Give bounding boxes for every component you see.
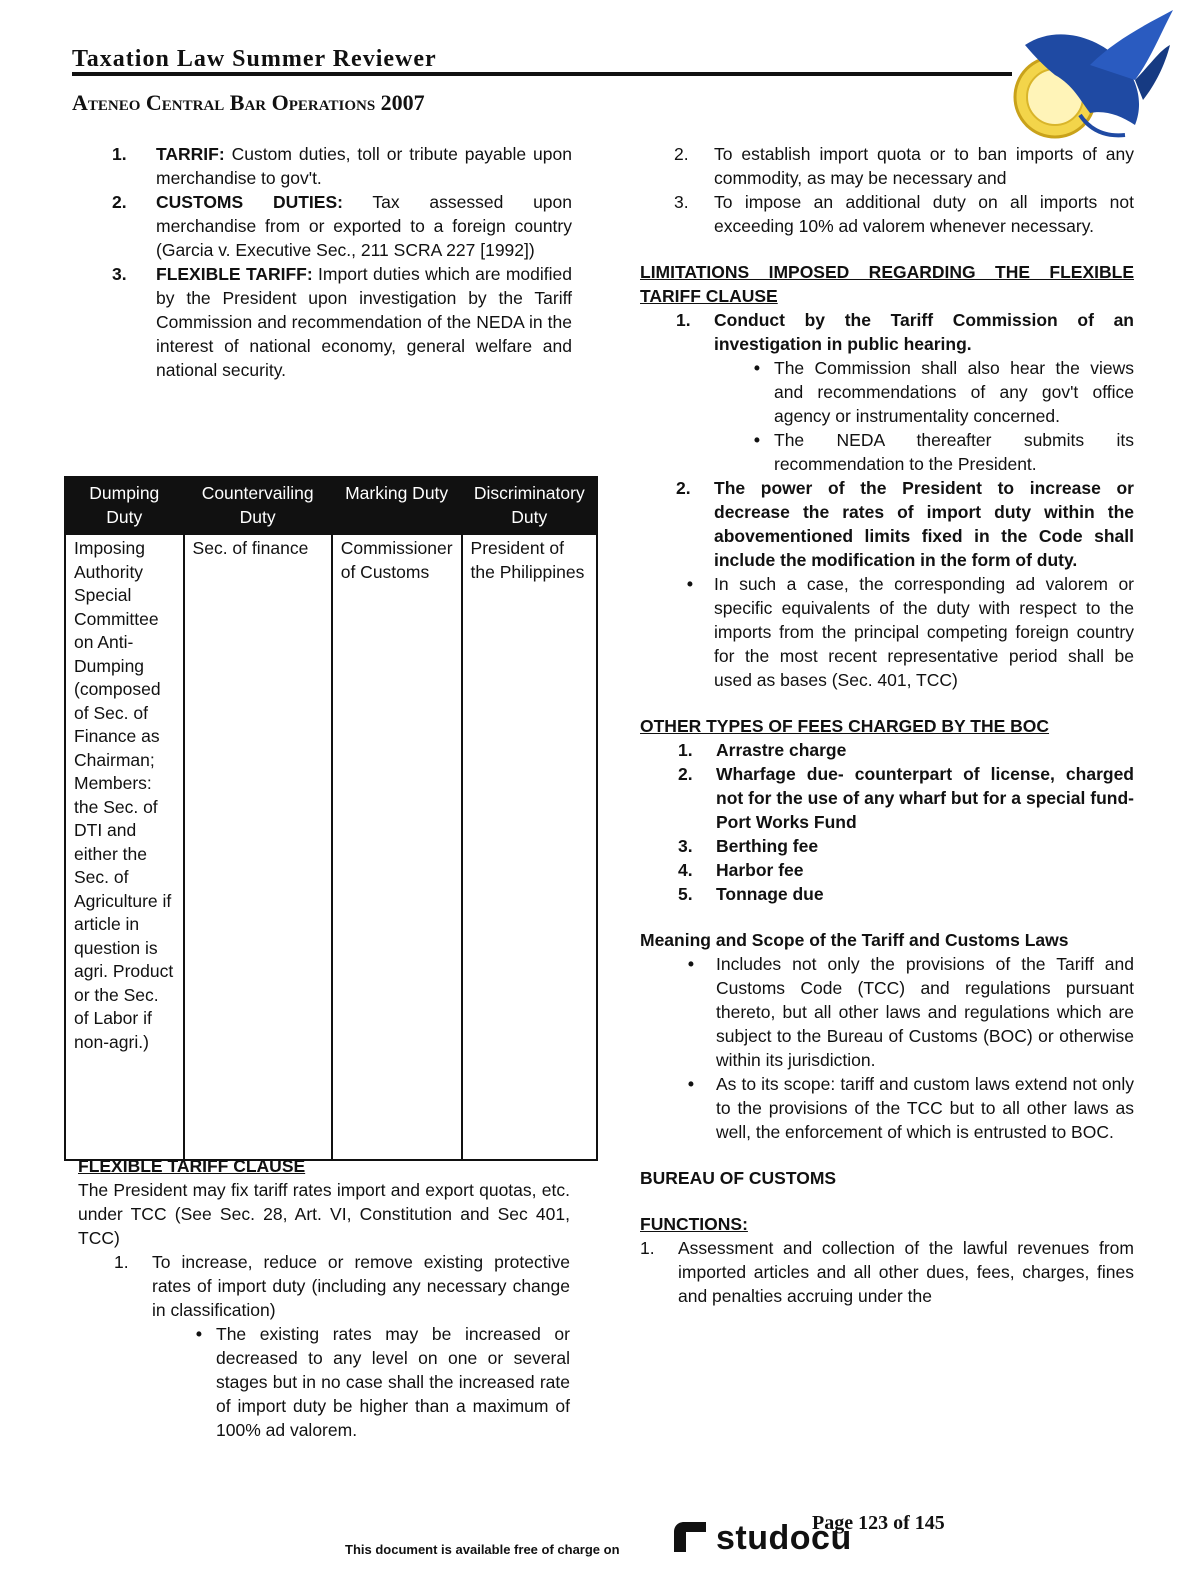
table-header-cell: Discriminatory Duty [462,477,597,534]
bullet-item: • In such a case, the corresponding ad valorem or specific equivalents of the duty with respect to the imports from the principal competing foreign country for the most recent representative period shall be used as bases (Sec. 401, TCC) [666,572,1134,692]
duty-table [64,476,598,1161]
bullet-icon: • [753,430,761,450]
bullet-item: • The Commission shall also hear the views and recommendations of any gov't office agency or instrumentality concerned. [740,356,1134,428]
table-cell: President of the Philippines [462,534,597,1160]
list-item: 2. The power of the President to increase or decrease the rates of import duty within the abovementioned limits fixed in the Code shall include the modification in the form of duty. [676,478,1134,570]
bullet-icon: • [687,954,695,974]
flexible-tariff-section [78,1154,570,1442]
definition-item: 3. FLEXIBLE TARIFF: Import duties which are modified by the President upon investigation by the Tariff Commission and recommendation of the NEDA in the interest of national economy, general welfare and national security. [112,264,572,380]
section-heading: BUREAU OF CUSTOMS [640,1168,837,1188]
list-item: 1. Arrastre charge [678,740,847,760]
list-item: 1. To increase, reduce or remove existing protective rates of import duty (including any necessary change in classification) [114,1252,570,1320]
paragraph: The President may fix tariff rates import and export quotas, etc. under TCC (See Sec. 28, Art. VI, Constitution and Sec 401, TCC) [78,1180,570,1248]
list-item: 2. To establish import quota or to ban imports of any commodity, as may be necessary and [674,144,1134,188]
section-heading: Meaning and Scope of the Tariff and Customs Laws [640,930,1069,950]
bullet-icon: • [753,358,761,378]
page-number: Page 123 of 145 [812,1512,945,1534]
bullet-icon: • [687,1074,695,1094]
header-subtitle: Ateneo Central Bar Operations 2007 [72,90,425,115]
list-item: 3. Berthing fee [678,836,819,856]
table-row [65,534,597,1160]
bullet-item: • The NEDA thereafter submits its recommendation to the President. [740,428,1134,476]
table-cell: Imposing Authority Special Committee on Anti-Dumping (composed of Sec. of Finance as Chairman; Members: the Sec. of DTI and either the Sec. of Agriculture if article in question is agri. Product or the Sec. of Labor if non-agri.) [65,534,184,1160]
bullet-item: • Includes not only the provisions of the Tariff and Customs Code (TCC) and regulations pursuant thereto, but all other laws and regulations which are subject to the Bureau of Customs (BOC) or otherwise within its jurisdiction. [666,952,1134,1072]
list-item: 1. Assessment and collection of the lawful revenues from imported articles and all other dues, fees, charges, fines and penalties accruing under the [640,1238,1134,1306]
section-heading: FUNCTIONS: [640,1214,748,1234]
list-item: 4. Harbor fee [678,860,804,880]
section-heading: FLEXIBLE TARIFF CLAUSE [78,1156,306,1176]
list-item: 2. Wharfage due- counterpart of license, charged not for the use of any wharf but for a special fund- Port Works Fund [678,764,1134,832]
list-item: 3. To impose an additional duty on all imports not exceeding 10% ad valorem whenever necessary. [674,192,1134,236]
right-column [640,142,1134,1308]
header-title: Taxation Law Summer Reviewer [72,46,437,72]
definition-item: 2. CUSTOMS DUTIES: Tax assessed upon merchandise from or exported to a foreign country (Garcia v. Executive Sec., 211 SCRA 227 [1992]) [112,192,573,260]
table-header-cell: Dumping Duty [65,477,184,534]
bullet-item: • As to its scope: tariff and custom laws extend not only to the provisions of the TCC but to all other laws as well, the enforcement of which is entrusted to BOC. [666,1072,1134,1144]
studocu-logo[interactable] [668,1518,852,1558]
table-header-cell: Countervailing Duty [184,477,332,534]
list-item: 5. Tonnage due [678,884,824,904]
definition-item: 1. TARRIF: Custom duties, toll or tribute payable upon merchandise to gov't. [112,144,572,188]
section-heading: LIMITATIONS IMPOSED REGARDING THE FLEXIBLE TARIFF CLAUSE [640,262,1134,306]
eagle-logo [985,5,1175,145]
studocu-brand: studocu [716,1518,852,1557]
list-item: 1. Conduct by the Tariff Commission of an investigation in public hearing. [676,310,1134,354]
table-header-row [65,477,597,534]
bullet-item: • The existing rates may be increased or decreased to any level on one or several stages but in no case shall the increased rate of import duty be higher than a maximum of 100% ad valorem. [182,1322,570,1442]
left-column [72,142,572,382]
table-cell: Commissioner of Customs [332,534,462,1160]
table-cell: Sec. of finance [184,534,332,1160]
studocu-icon [668,1518,712,1558]
bullet-icon: • [195,1324,203,1344]
bullet-icon: • [686,574,694,594]
footer-note: This document is available free of charge on [345,1542,620,1557]
table-header-cell: Marking Duty [332,477,462,534]
section-heading: OTHER TYPES OF FEES CHARGED BY THE BOC [640,716,1050,736]
header-rule [72,72,1012,76]
